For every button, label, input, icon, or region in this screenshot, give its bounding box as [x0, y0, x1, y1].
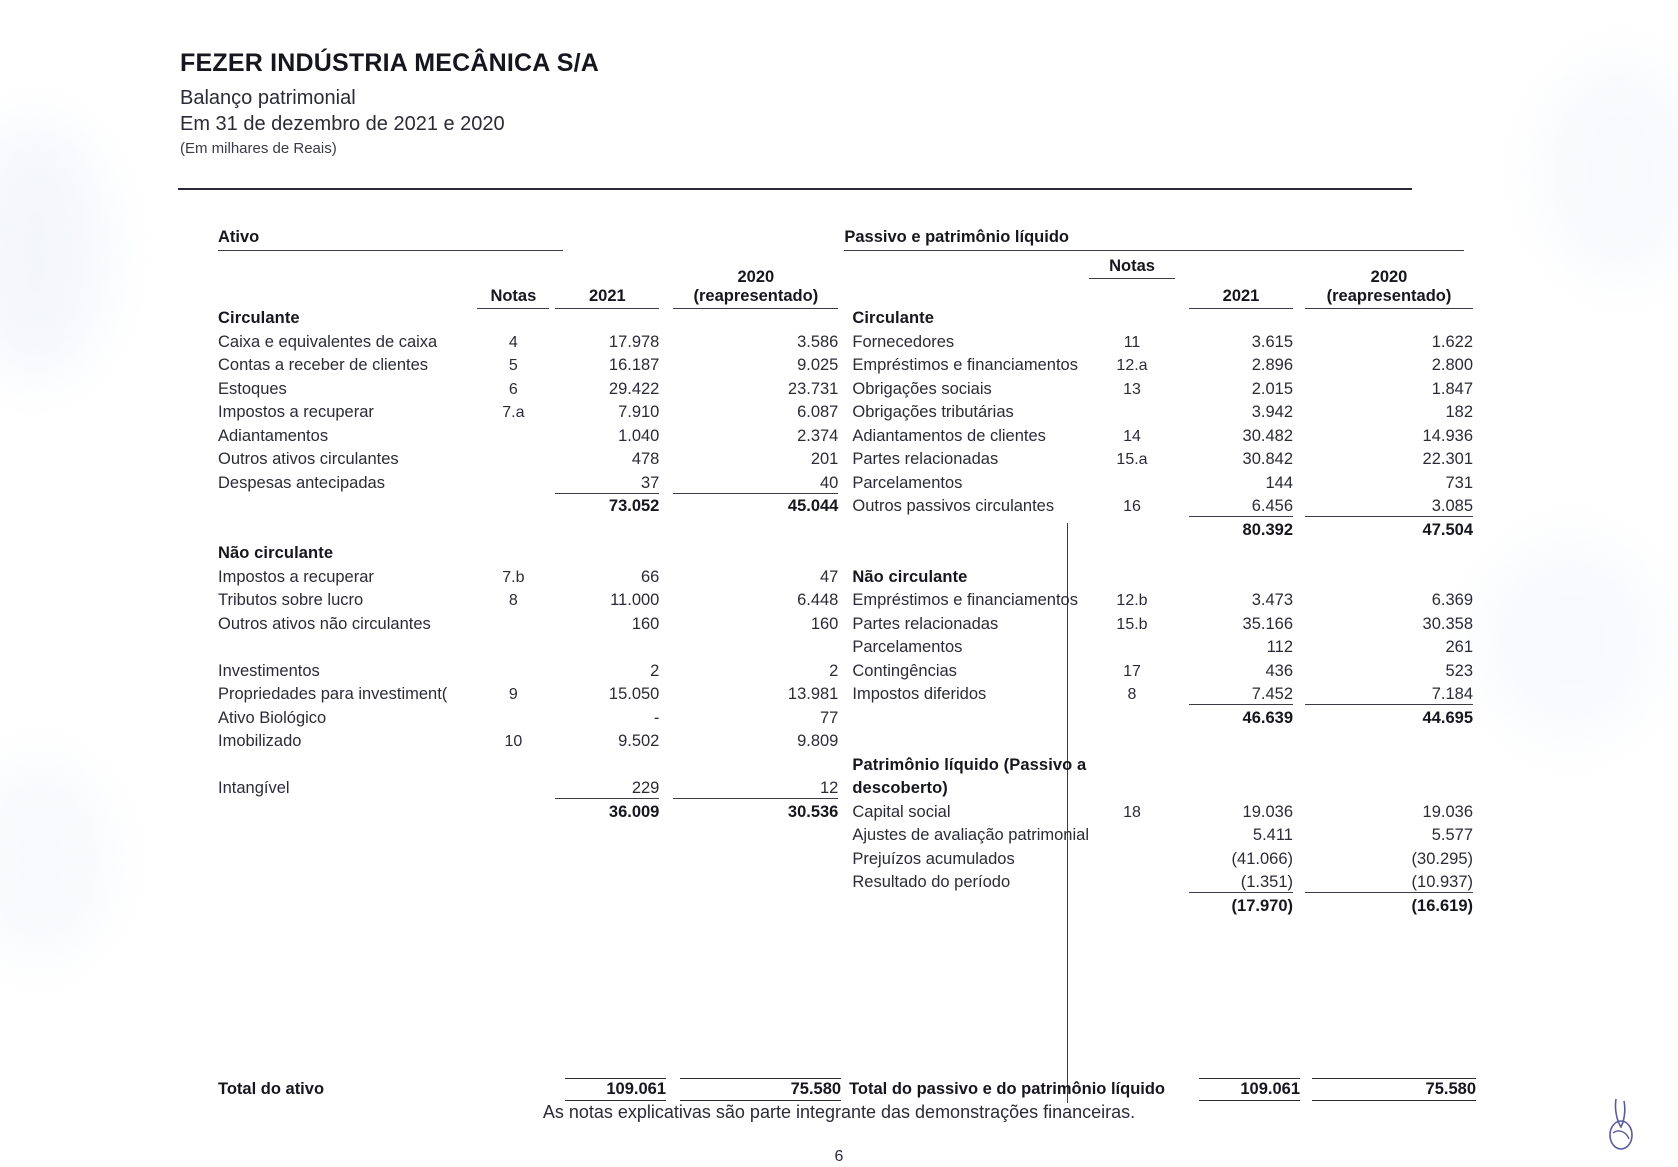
balance-sheet-table: [218, 228, 1473, 920]
liabilities-noncurrent-heading-row: [844, 568, 1473, 592]
row-value-2020: 2: [829, 661, 839, 680]
row-value-2021: 5.411: [1252, 826, 1293, 844]
footnote: As notas explicativas são parte integrante das demonstrações financeiras.: [542, 1102, 1136, 1122]
header-2021: 2021: [555, 287, 659, 309]
row-value-2021: 30.482: [1242, 426, 1293, 445]
row-label: Propriedades para investiment(: [218, 685, 448, 703]
header-2020-restated: (reapresentado): [1326, 287, 1452, 306]
row-value-2020: 3.586: [797, 332, 839, 351]
table-row: [844, 638, 1473, 662]
table-row: [844, 615, 1473, 639]
subtotal-2021: 73.052: [608, 497, 660, 515]
row-value-2021: 19.036: [1242, 802, 1293, 821]
row-label: Tributos sobre lucro: [218, 591, 364, 609]
row-value-2020: 19.036: [1422, 802, 1473, 821]
row-label: Parcelamentos: [852, 473, 963, 492]
subtotal-2020: (16.619): [1411, 896, 1473, 915]
row-value-2021: 160: [631, 614, 660, 633]
table-row: [844, 497, 1473, 521]
statement-title: Balanço patrimonial: [180, 86, 356, 109]
table-row: [218, 403, 838, 427]
row-note: 4: [508, 333, 518, 351]
assets-current-total-row: [218, 497, 838, 521]
assets-current-heading: Circulante: [218, 309, 300, 327]
row-value-2021: 29.422: [608, 379, 660, 398]
row-note: 10: [504, 733, 523, 750]
row-value-2021: 144: [1265, 473, 1293, 492]
row-label: Parcelamentos: [852, 638, 963, 656]
row-label: Outros ativos circulantes: [218, 450, 399, 468]
total-assets-2021: 109.061: [565, 1078, 667, 1101]
table-row: [218, 709, 838, 733]
total-liabilities-2021: 109.061: [1199, 1078, 1301, 1101]
row-note: 18: [1123, 803, 1141, 821]
table-row: [844, 662, 1473, 686]
table-row: [844, 450, 1473, 474]
header-notas: Notas: [477, 287, 549, 309]
table-row: [218, 450, 838, 474]
row-value-2020: 30.358: [1422, 614, 1473, 633]
header-2020-year: 2020: [1370, 268, 1408, 287]
statement-units: (Em milhares de Reais): [180, 140, 337, 158]
row-label: Estoques: [218, 379, 287, 398]
total-assets-label: Total do ativo: [218, 1080, 325, 1098]
row-label: Ativo Biológico: [218, 708, 327, 727]
row-value-2021: 9.502: [618, 732, 660, 750]
row-value-2021: 11.000: [610, 591, 660, 609]
subtotal-2020: 30.536: [787, 802, 839, 821]
liabilities-noncurrent-total-row: [844, 709, 1473, 733]
equity-heading-line2: descoberto): [852, 779, 948, 797]
table-row: [218, 662, 838, 686]
table-row: [218, 356, 838, 380]
header-2021: 2021: [1189, 287, 1293, 309]
row-note: 8: [1127, 686, 1137, 703]
row-value-2021: 15.050: [608, 685, 660, 703]
row-value-2021: 7.910: [618, 403, 660, 421]
equity-heading-row-2: [844, 779, 1473, 803]
table-row: [218, 474, 838, 498]
row-value-2020: 23.731: [787, 379, 839, 398]
table-row: [844, 380, 1473, 404]
spacer-row: [844, 732, 1473, 756]
row-value-2021: 16.187: [608, 356, 660, 374]
spacer-row: [218, 756, 838, 780]
row-value-2020: 14.936: [1422, 426, 1473, 445]
company-name: FEZER INDÚSTRIA MECÂNICA S/A: [180, 49, 600, 77]
row-label: Partes relacionadas: [852, 614, 999, 633]
table-row: [844, 826, 1473, 850]
row-value-2020: 40: [673, 474, 838, 494]
row-value-2020: 1.622: [1431, 332, 1473, 351]
row-value-2021: -: [653, 708, 660, 727]
assets-noncurrent-heading: Não circulante: [218, 544, 334, 562]
row-value-2020: 9.025: [797, 356, 839, 374]
row-value-2021: 3.942: [1251, 403, 1293, 421]
row-label: Contingências: [852, 661, 957, 680]
row-value-2021: (1.351): [1189, 873, 1293, 893]
row-value-2021: 1.040: [618, 426, 660, 445]
row-note: 11: [1123, 333, 1141, 351]
row-value-2021: 436: [1265, 661, 1293, 680]
row-value-2020: 12: [673, 779, 838, 799]
grand-totals-row: [218, 1078, 1476, 1101]
assets-current-heading-row: [218, 309, 838, 333]
table-row: [218, 732, 838, 756]
header-2020: [1305, 268, 1473, 309]
row-value-2020: 2.374: [797, 426, 839, 445]
subtotal-2021: (17.970): [1231, 896, 1293, 915]
row-value-2020: 261: [1445, 638, 1473, 656]
row-value-2021: 2.015: [1251, 379, 1293, 398]
subtotal-2021: 46.639: [1242, 708, 1293, 727]
row-value-2021: (41.066): [1231, 849, 1293, 868]
assets-noncurrent-total-row: [218, 803, 838, 827]
row-note: 6: [508, 380, 518, 398]
row-label: Caixa e equivalentes de caixa: [218, 332, 438, 351]
row-value-2021: 112: [1266, 638, 1293, 656]
row-label: Empréstimos e financiamentos: [852, 356, 1078, 374]
row-label: Despesas antecipadas: [218, 473, 385, 492]
total-liabilities-2020: 75.580: [1312, 1078, 1476, 1101]
subtotal-2021: 36.009: [608, 802, 660, 821]
spacer-row: [218, 521, 838, 545]
table-row: [844, 356, 1473, 380]
liabilities-title: Passivo e patrimônio líquido: [844, 228, 1069, 246]
row-note: 8: [508, 592, 518, 609]
row-label: Obrigações sociais: [852, 379, 992, 398]
liabilities-title-rule: [844, 250, 1464, 251]
assets-title: Ativo: [218, 228, 260, 246]
row-label: Impostos a recuperar: [218, 567, 374, 586]
liabilities-current-heading-row: [844, 309, 1473, 333]
header-2020-year: 2020: [737, 268, 775, 287]
row-label: Empréstimos e financiamentos: [852, 591, 1078, 609]
row-value-2021: 35.166: [1242, 614, 1293, 633]
row-note: 15.a: [1116, 451, 1148, 468]
equity-heading-row-1: [844, 756, 1473, 780]
liabilities-column: [838, 228, 1473, 920]
row-value-2020: 7.184: [1305, 685, 1473, 705]
row-label: Outros passivos circulantes: [852, 497, 1055, 515]
row-label: Obrigações tributárias: [852, 403, 1014, 421]
row-value-2021: 7.452: [1189, 685, 1293, 705]
row-label: Adiantamentos de clientes: [852, 426, 1046, 445]
subtotal-2020: 47.504: [1422, 520, 1473, 539]
row-value-2020: 77: [820, 708, 839, 727]
spacer-row: [844, 544, 1473, 568]
liabilities-column-headers: [844, 255, 1473, 309]
row-value-2020: 731: [1445, 473, 1473, 492]
row-value-2021: 2: [650, 661, 660, 680]
row-value-2020: 9.809: [797, 732, 839, 750]
row-value-2020: 22.301: [1422, 450, 1473, 468]
row-note: 12.a: [1116, 357, 1148, 374]
row-label: Ajustes de avaliação patrimonial: [852, 826, 1089, 844]
table-row: [844, 803, 1473, 827]
row-value-2020: 5.577: [1431, 826, 1473, 844]
row-value-2020: 6.448: [797, 591, 839, 609]
assets-column: [218, 228, 838, 826]
assets-noncurrent-heading-row: [218, 544, 838, 568]
row-value-2021: 2.896: [1251, 356, 1293, 374]
row-label: Intangível: [218, 779, 290, 797]
liabilities-current-heading: Circulante: [852, 309, 935, 327]
row-value-2020: 1.847: [1431, 379, 1473, 398]
row-label: Imobilizado: [218, 732, 302, 750]
table-row: [218, 333, 838, 357]
row-value-2021: 3.615: [1251, 332, 1293, 351]
row-label: Impostos diferidos: [852, 685, 987, 703]
spacer-row: [218, 638, 838, 662]
row-note: 12.b: [1116, 592, 1148, 609]
row-value-2020: 6.369: [1431, 591, 1473, 609]
row-note: 17: [1123, 662, 1141, 680]
row-label: Fornecedores: [852, 332, 955, 351]
row-value-2020: 13.981: [787, 685, 839, 703]
row-value-2020: (30.295): [1411, 849, 1473, 868]
assets-column-headers: [218, 255, 838, 309]
table-row: [844, 850, 1473, 874]
row-note: 14: [1123, 427, 1141, 445]
row-value-2020: 47: [820, 567, 839, 586]
row-value-2021: 3.473: [1251, 591, 1293, 609]
row-label: Contas a receber de clientes: [218, 356, 429, 374]
liabilities-current-total-row: [844, 521, 1473, 545]
liabilities-noncurrent-heading: Não circulante: [852, 567, 968, 586]
statement-period: Em 31 de dezembro de 2021 e 2020: [180, 112, 505, 135]
table-row: [218, 427, 838, 451]
row-label: Resultado do período: [852, 873, 1011, 891]
row-note: 13: [1123, 380, 1141, 398]
row-value-2020: 6.087: [797, 403, 839, 421]
table-row: [844, 474, 1473, 498]
row-label: Prejuízos acumulados: [852, 849, 1015, 868]
subtotal-2021: 80.392: [1242, 520, 1293, 539]
header-2020: [673, 268, 838, 309]
table-row: [844, 873, 1473, 897]
table-row: [218, 779, 838, 803]
row-label: Adiantamentos: [218, 426, 329, 445]
table-row: [218, 615, 838, 639]
row-value-2020: 2.800: [1431, 356, 1473, 374]
row-note: 7.b: [502, 568, 525, 586]
row-value-2020: 182: [1445, 403, 1473, 421]
table-row: [218, 591, 838, 615]
subtotal-2020: 44.695: [1422, 708, 1473, 727]
equity-heading-line1: Patrimônio líquido (Passivo a: [852, 755, 1087, 774]
row-value-2021: 478: [631, 450, 660, 468]
row-label: Impostos a recuperar: [218, 403, 374, 421]
total-liabilities-label: Total do passivo e do patrimônio líquido: [849, 1080, 1166, 1098]
total-assets-2020: 75.580: [680, 1078, 841, 1101]
header-divider: [178, 188, 1412, 190]
table-row: [844, 333, 1473, 357]
table-row: [218, 685, 838, 709]
header-notas: Notas: [1089, 255, 1175, 279]
equity-total-row: [844, 897, 1473, 921]
row-value-2021: 30.842: [1242, 450, 1293, 468]
row-value-2021: 6.456: [1189, 497, 1293, 517]
row-value-2020: 201: [810, 450, 839, 468]
page-number: 6: [834, 1148, 844, 1165]
row-value-2020: (10.937): [1305, 873, 1473, 893]
header-2020-restated: (reapresentado): [693, 287, 819, 306]
document-header: [180, 50, 1080, 159]
row-note: 15.b: [1116, 615, 1148, 633]
row-note: 9: [508, 686, 518, 703]
assets-title-rule: [218, 250, 563, 251]
row-value-2021: 17.978: [608, 332, 660, 351]
row-label: Investimentos: [218, 661, 320, 680]
table-row: [844, 427, 1473, 451]
table-row: [844, 403, 1473, 427]
table-row: [218, 568, 838, 592]
row-label: Capital social: [852, 802, 951, 821]
row-value-2020: 3.085: [1305, 497, 1473, 517]
row-note: 7.a: [502, 404, 525, 421]
row-note: 16: [1123, 498, 1141, 515]
subtotal-2020: 45.044: [787, 497, 839, 515]
row-value-2021: 229: [555, 779, 659, 799]
row-note: 5: [508, 357, 518, 374]
row-value-2021: 66: [641, 567, 660, 586]
row-label: Partes relacionadas: [852, 450, 999, 468]
row-label: Outros ativos não circulantes: [218, 614, 431, 633]
table-row: [844, 685, 1473, 709]
table-row: [218, 380, 838, 404]
row-value-2021: 37: [555, 474, 659, 494]
table-row: [844, 591, 1473, 615]
row-value-2020: 160: [810, 614, 839, 633]
row-value-2020: 523: [1445, 661, 1473, 680]
